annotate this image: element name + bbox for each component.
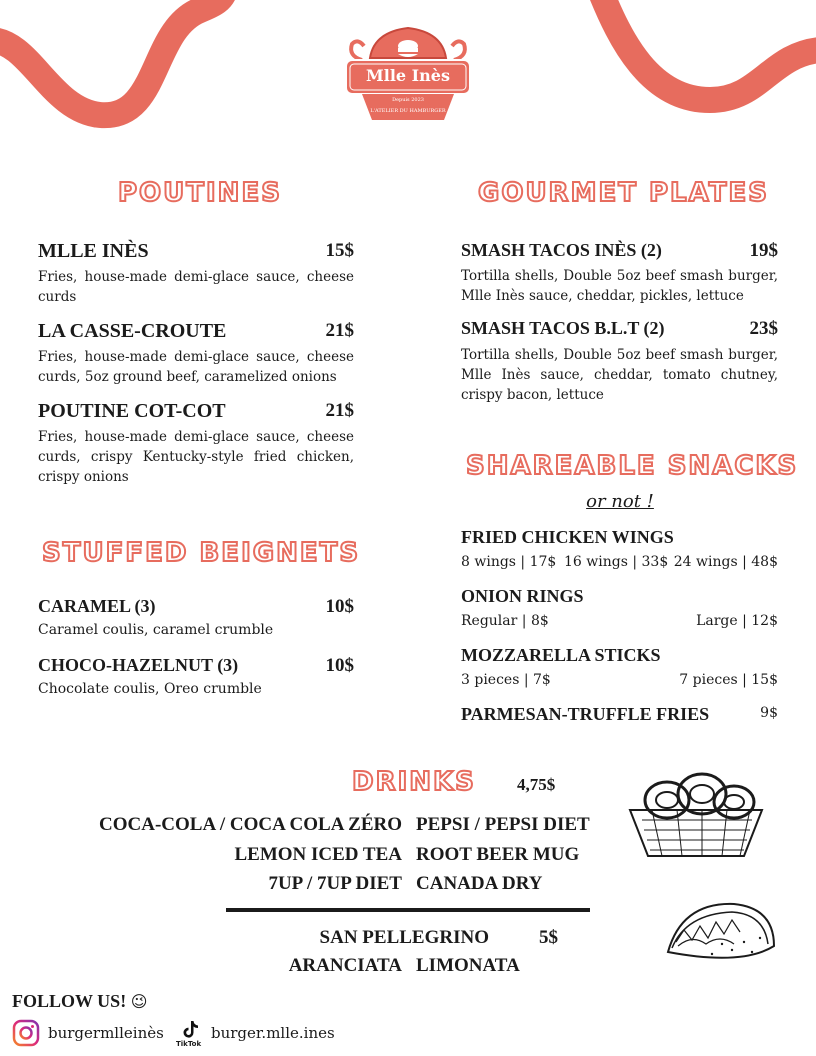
wings-name: FRIED CHICKEN WINGS [461,527,674,547]
tiktok-label: TikTok [176,1040,202,1048]
poutine-item-price: 21$ [325,320,354,341]
gourmet-item-desc: Tortilla shells, Double 5oz beef smash burger, Mlle Inès sauce, cheddar, tomato chutney, crispy bacon, lettuce [461,347,778,403]
gourmet-item-name: SMASH TACOS INÈS (2) [461,240,662,260]
onion-rings-illustration [622,770,772,862]
beignet-item-desc: Caramel coulis, caramel crumble [38,622,274,638]
drinks-price: 4,75$ [517,775,556,794]
wave-right-decoration [580,0,816,130]
brand-tagline: L'ATELIER DU HAMBURGER [370,108,446,114]
poutine-item-name: MLLE INÈS [38,240,149,262]
rings-name: ONION RINGS [461,586,584,606]
gourmet-item-name: SMASH TACOS B.L.T (2) [461,318,665,338]
premium-drink-name: SAN PELLEGRINO [319,927,489,948]
drink-left: COCA-COLA / COCA COLA ZÉRO [99,814,402,835]
drink-right: ROOT BEER MUG [416,844,580,865]
fries-name: PARMESAN-TRUFFLE FRIES [461,704,710,724]
premium-drink-right: LIMONATA [416,955,520,976]
mozza-size: 7 pieces | 15$ [679,672,778,688]
drink-right: PEPSI / PEPSI DIET [416,814,590,835]
poutine-item-desc: Fries, house-made demi-glace sauce, cheese curds, crispy Kentucky-style fried chicken, crispy onions [38,429,354,485]
poutine-item-name: POUTINE COT-COT [38,400,226,422]
instagram-handle[interactable]: burgermlleinès [48,1024,164,1042]
drink-right: CANADA DRY [416,873,543,894]
wink-emoji: 😉 [130,992,148,1011]
poutines-title: POUTINES [118,178,282,208]
beignet-item-price: 10$ [325,655,354,676]
beignets-title: STUFFED BEIGNETS [42,538,361,568]
snacks-title: SHAREABLE SNACKS [466,451,799,481]
mozza-size: 3 pieces | 7$ [461,672,551,688]
gourmet-item-price: 19$ [749,240,778,261]
poutine-item-desc: Fries, house-made demi-glace sauce, cheese curds, 5oz ground beef, caramelized onions [38,349,354,385]
beignet-item-desc: Chocolate coulis, Oreo crumble [38,681,262,697]
brand-logo [340,18,476,130]
wave-left-decoration [0,0,240,140]
beignet-item-price: 10$ [325,596,354,617]
snacks-subtitle: or not ! [586,491,654,512]
gourmet-title: GOURMET PLATES [478,178,769,208]
tiktok-icon[interactable] [180,1019,200,1039]
rings-size: Regular | 8$ [461,613,549,629]
poutine-item-desc: Fries, house-made demi-glace sauce, cheese curds [38,269,354,305]
instagram-icon[interactable] [12,1019,40,1047]
wings-size: 8 wings | 17$ [461,554,557,570]
wings-size: 24 wings | 48$ [673,554,778,570]
brand-name: Mlle Inès [366,66,450,85]
drink-left: LEMON ICED TEA [234,844,402,865]
taco-illustration [662,894,780,974]
follow-us-label: FOLLOW US! 😉 [12,991,148,1011]
poutine-item-price: 15$ [325,240,354,261]
rings-size: Large | 12$ [696,613,778,629]
drinks-title: DRINKS [352,767,476,797]
gourmet-item-desc: Tortilla shells, Double 5oz beef smash burger, Mlle Inès sauce, cheddar, pickles, lettuce [461,268,778,304]
mozza-name: MOZZARELLA STICKS [461,645,661,665]
poutine-item-name: LA CASSE-CROUTE [38,320,227,342]
premium-drink-price: 5$ [539,927,558,948]
tiktok-handle[interactable]: burger.mlle.ines [211,1024,335,1042]
poutine-item-price: 21$ [325,400,354,421]
beignet-item-name: CARAMEL (3) [38,596,156,616]
fries-price: 9$ [760,705,778,721]
brand-since: Depuis 2023 [392,97,424,103]
beignet-item-name: CHOCO-HAZELNUT (3) [38,655,239,675]
premium-drink-left: ARANCIATA [288,955,402,976]
wings-size: 16 wings | 33$ [564,554,669,570]
gourmet-item-price: 23$ [749,318,778,339]
drinks-divider [226,908,590,912]
drink-left: 7UP / 7UP DIET [268,873,402,894]
